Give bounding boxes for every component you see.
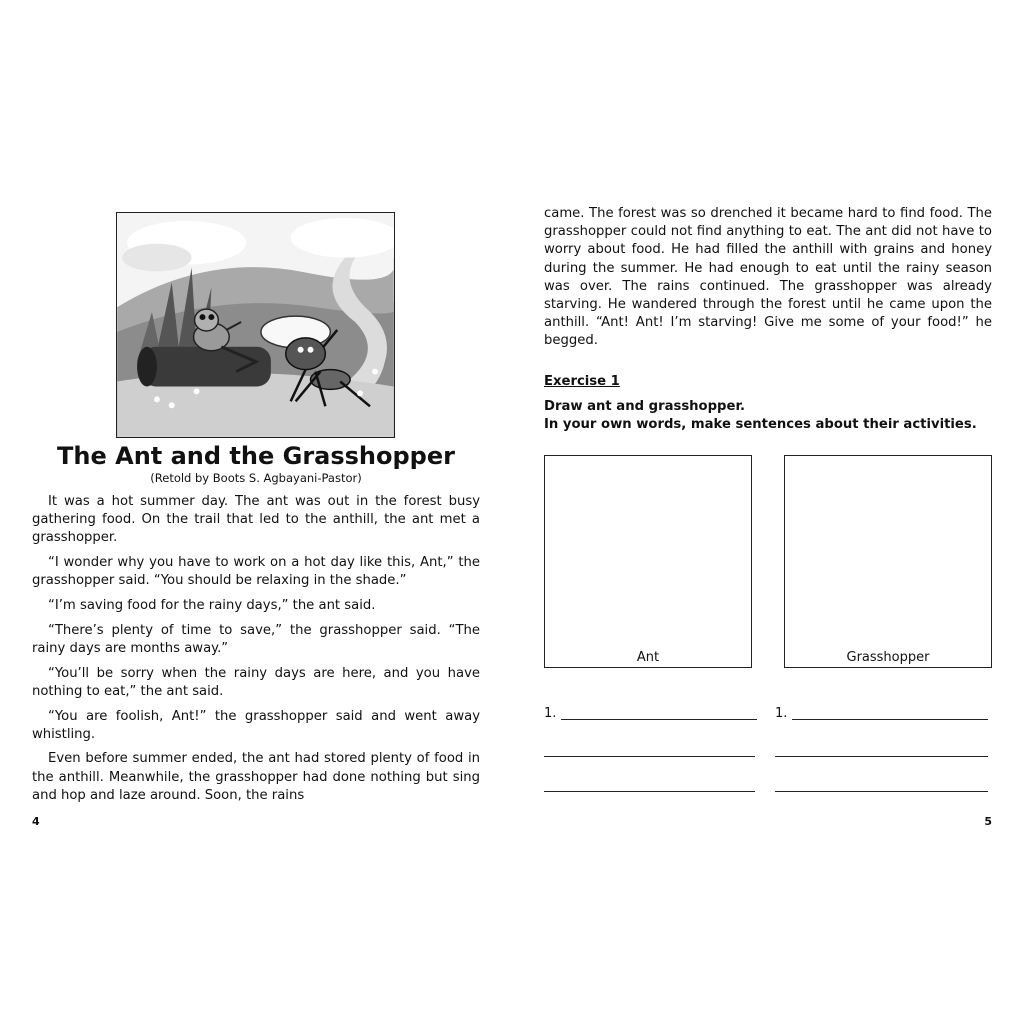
grasshopper-box-label: Grasshopper (846, 650, 930, 665)
writing-line-ant-3[interactable] (544, 791, 755, 792)
story-paragraph: “You’ll be sorry when the rainy days are here, and you have nothing to eat,” the ant said. (32, 665, 480, 699)
story-paragraph: “I’m saving food for the rainy days,” the ant said. (48, 598, 376, 614)
story-title: The Ant and the Grasshopper (57, 442, 455, 470)
page-number-left: 4 (32, 815, 40, 828)
writing-line-grasshopper-2[interactable] (775, 756, 988, 757)
instruction-line: Draw ant and grasshopper. (544, 399, 746, 414)
ant-drawing-box[interactable] (544, 455, 752, 668)
story-paragraph: “I wonder why you have to work on a hot day like this, Ant,” the grasshopper said. “You should be relaxing in the shade.” (32, 555, 480, 589)
story-paragraph: “You are foolish, Ant!” the grasshopper said and went away whistling. (32, 708, 480, 742)
story-paragraph: It was a hot summer day. The ant was out in the forest busy gathering food. On the trail that led to the anthill, the ant met a grasshopper. (32, 494, 480, 546)
exercise-instructions (544, 398, 1004, 434)
story-paragraph: “There’s plenty of time to save,” the grasshopper said. “The rainy days are months away.” (32, 622, 480, 656)
story-illustration (116, 212, 395, 438)
exercise-title: Exercise 1 (544, 374, 620, 389)
right-page (512, 0, 1024, 1024)
writing-line-grasshopper-3[interactable] (775, 791, 988, 792)
writing-line-ant-1[interactable] (561, 719, 757, 720)
story-paragraph: Even before summer ended, the ant had stored plenty of food in the anthill. Meanwhile, the grasshopper had done nothing but sing and hop and laze around. Soon, the rains (32, 751, 480, 803)
ant-box-label: Ant (636, 650, 660, 665)
line-number-ant: 1. (544, 706, 557, 721)
story-body (32, 493, 480, 812)
page-number-right: 5 (984, 815, 992, 828)
instruction-line: In your own words, make sentences about their activities. (544, 417, 977, 432)
line-number-grasshopper: 1. (775, 706, 788, 721)
writing-line-ant-2[interactable] (544, 756, 755, 757)
story-credit: (Retold by Boots S. Agbayani-Pastor) (150, 471, 362, 485)
writing-line-grasshopper-1[interactable] (792, 719, 988, 720)
story-continuation: came. The forest was so drenched it became hard to find food. The grasshopper could not find anything to eat. The ant did not have to worry about food. He had filled the anthill with grains and honey during the summer. He had enough to eat until the rainy season was over. The rains continued. The grasshopper was already starving. He wandered through the forest until he came upon the anthill. “Ant! Ant! I’m starving! Give me some of your food!” he begged. (544, 206, 992, 349)
ant-and-grasshopper-illustration (117, 213, 394, 437)
grasshopper-drawing-box[interactable] (784, 455, 992, 668)
